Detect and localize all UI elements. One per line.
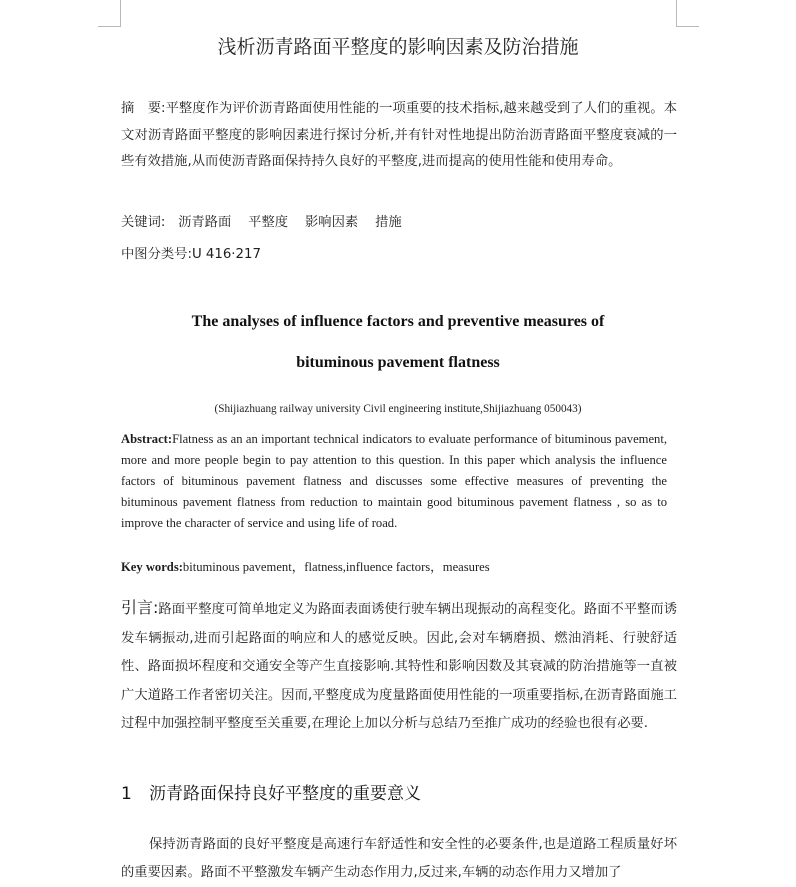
document-title-en-line1: The analyses of influence factors and preventive measures of	[191, 313, 605, 330]
keywords-cn	[121, 211, 402, 230]
keyword-item: 措施	[375, 215, 402, 230]
keyword-item: 影响因素	[304, 215, 359, 230]
abstract-en	[121, 429, 667, 534]
author-affiliation: (Shijiazhuang railway university Civil engineering institute,Shijiazhuang 050043)	[214, 403, 582, 415]
document-title-cn: 浅析沥青路面平整度的影响因素及防治措施	[217, 36, 579, 58]
abstract-cn	[121, 96, 677, 176]
section-title: 沥青路面保持良好平整度的重要意义	[149, 784, 421, 804]
section-1-paragraph: 保持沥青路面的良好平整度是高速行车舒适性和安全性的必要条件,也是道路工程质量好坏的重要因素。路面不平整激发车辆产生动态作用力,反过来,车辆的动态作用力又增加了	[121, 837, 677, 880]
abstract-en-text: Flatness as an an important technical indicators to evaluate performance of bituminous pavement, more and more people begin to pay attention to this question. In this paper which analysis the influence factors of bituminous pavement flatness and discusses some effective measures of preventing the bituminous pavement flatness from reduction to maintain good bituminous pavement flatness , so as to improve the character of service and using life of road.	[121, 432, 667, 530]
section-number: 1	[121, 784, 132, 804]
keywords-en	[121, 556, 490, 575]
crop-mark-top-right	[676, 0, 699, 27]
introduction-paragraph	[121, 594, 677, 739]
keywords-cn-label: 关键词:	[121, 215, 166, 230]
introduction-text: 路面平整度可简单地定义为路面表面诱使行驶车辆出现振动的高程变化。路面不平整而诱发车辆振动,进而引起路面的响应和人的感觉反映。因此,会对车辆磨损、燃油消耗、行驶舒适性、路面损坏程度和交通安全等产生直接影响.其特性和影响因数及其衰减的防治措施等一直被广大道路工作者密切关注。因而,平整度成为度量路面使用性能的一项重要指标,在沥青路面施工过程中加强控制平整度至关重要,在理论上加以分析与总结乃至推广成功的经验也很有必要.	[121, 602, 677, 731]
keywords-en-label: Key words:	[121, 560, 183, 574]
keywords-en-text: bituminous pavement，flatness,influence factors，measures	[182, 560, 490, 574]
classification-number: 中图分类号:U 416·217	[121, 247, 261, 262]
abstract-cn-text: 平整度作为评价沥青路面使用性能的一项重要的技术指标,越来越受到了人们的重视。本文对沥青路面平整度的影响因素进行探讨分析,并有针对性地提出防治沥青路面平整度衰减的一些有效措施,从而使沥青路面保持持久良好的平整度,进而提高的使用性能和使用寿命。	[121, 101, 677, 169]
abstract-cn-label: 摘 要:	[121, 101, 166, 116]
introduction-label: 引言:	[121, 598, 159, 617]
crop-mark-top-left	[98, 0, 121, 27]
abstract-en-label: Abstract:	[121, 432, 173, 446]
document-title-en-line2: bituminous pavement flatness	[296, 354, 500, 371]
keyword-item: 平整度	[248, 215, 289, 230]
keyword-item: 沥青路面	[178, 215, 232, 230]
section-heading-1	[121, 779, 421, 804]
